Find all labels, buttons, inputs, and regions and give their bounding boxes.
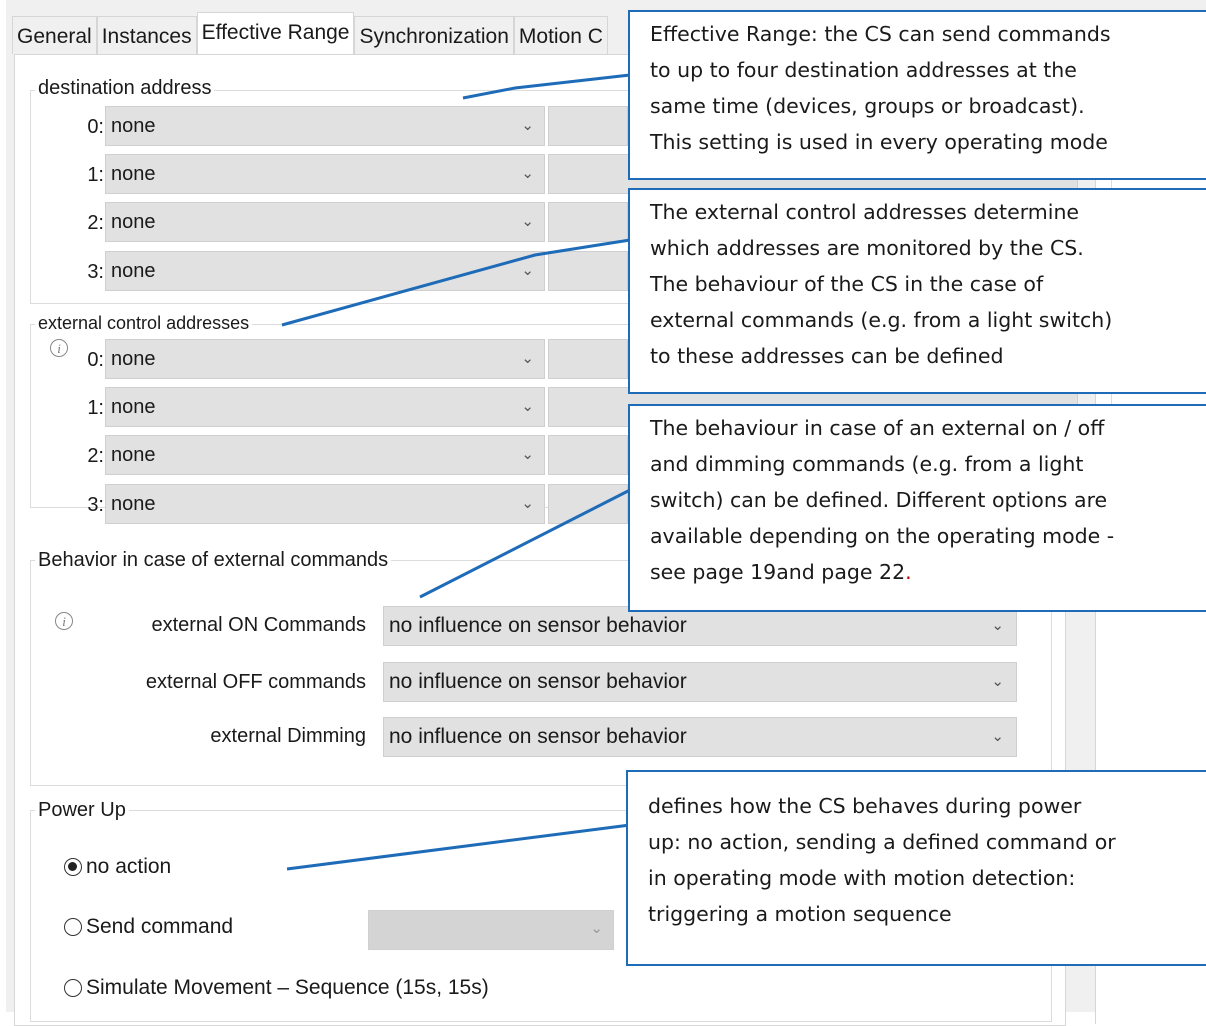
- ext-address-select-0[interactable]: [105, 339, 545, 379]
- external-off-select[interactable]: [383, 662, 1017, 702]
- chevron-down-icon: ⌄: [991, 617, 1004, 634]
- dest-secondary-select-2[interactable]: [548, 202, 628, 242]
- callout-line: The behaviour of the CS in the case of: [650, 272, 1044, 296]
- tab-bar: [12, 14, 608, 54]
- ext-address-value: none: [111, 444, 156, 466]
- radio-selected-icon: [64, 858, 82, 876]
- callout-external-control: [628, 188, 1206, 394]
- chevron-down-icon: ⌄: [521, 213, 534, 230]
- callout-line: same time (devices, groups or broadcast).: [650, 94, 1085, 118]
- callout-line: to up to four destination addresses at the: [650, 58, 1077, 82]
- radio-no-action[interactable]: [64, 855, 171, 879]
- dest-row-label-1: 1:: [87, 164, 104, 186]
- info-icon[interactable]: i: [55, 612, 73, 630]
- callout-line: to these addresses can be defined: [650, 344, 1004, 368]
- dest-address-select-1[interactable]: [105, 154, 545, 194]
- callout-line: The behaviour in case of an external on / off: [650, 416, 1105, 440]
- external-off-value: no influence on sensor behavior: [389, 670, 687, 693]
- callout-line: [650, 554, 1206, 590]
- callout-behaviour: [628, 404, 1206, 612]
- callout-line: switch) can be defined. Different options are: [650, 488, 1108, 512]
- external-dimming-select[interactable]: [383, 717, 1017, 757]
- radio-simulate-movement[interactable]: [64, 976, 489, 1000]
- dest-address-select-0[interactable]: [105, 106, 545, 146]
- callout-line: This setting is used in every operating mode: [650, 130, 1108, 154]
- callout-line: defines how the CS behaves during power: [648, 794, 1082, 818]
- dest-secondary-select-3[interactable]: [548, 251, 628, 291]
- callout-line: The external control addresses determine: [650, 200, 1080, 224]
- chevron-down-icon: ⌄: [521, 117, 534, 134]
- ext-address-value: none: [111, 396, 156, 418]
- ext-address-select-3[interactable]: [105, 484, 545, 524]
- radio-empty-icon: [64, 918, 82, 936]
- chevron-down-icon: ⌄: [521, 262, 534, 279]
- dest-row-label-0: 0:: [87, 116, 104, 138]
- dest-address-select-2[interactable]: [105, 202, 545, 242]
- external-dimming-value: no influence on sensor behavior: [389, 725, 687, 748]
- callout-line: available depending on the operating mode -: [650, 524, 1115, 548]
- callout-text: see page 19and page 22: [650, 560, 906, 584]
- dest-address-value: none: [111, 211, 156, 233]
- ext-secondary-select-0[interactable]: [548, 339, 628, 379]
- external-on-value: no influence on sensor behavior: [389, 614, 687, 637]
- ext-row-label-2: 2:: [87, 445, 104, 467]
- callout-line: triggering a motion sequence: [648, 902, 952, 926]
- radio-empty-icon: [64, 979, 82, 997]
- dest-row-label-3: 3:: [87, 261, 104, 283]
- chevron-down-icon: ⌄: [521, 165, 534, 182]
- ext-row-label-1: 1:: [87, 397, 104, 419]
- dest-address-value: none: [111, 115, 156, 137]
- dest-secondary-select-0[interactable]: [548, 106, 628, 146]
- chevron-down-icon: ⌄: [521, 398, 534, 415]
- tab-synchronization[interactable]: Synchronization: [354, 16, 513, 54]
- dest-address-value: none: [111, 163, 156, 185]
- chevron-down-icon: ⌄: [991, 673, 1004, 690]
- chevron-down-icon: ⌄: [521, 350, 534, 367]
- external-on-select[interactable]: [383, 606, 1017, 646]
- chevron-down-icon: ⌄: [521, 495, 534, 512]
- tab-general[interactable]: General: [12, 16, 97, 54]
- send-command-select[interactable]: [368, 910, 614, 950]
- tab-motion[interactable]: Motion C: [514, 16, 608, 54]
- radio-label: Simulate Movement – Sequence (15s, 15s): [86, 976, 489, 999]
- external-control-title: external control addresses: [35, 313, 252, 334]
- behavior-label-on: external ON Commands: [151, 614, 366, 636]
- callout-line: external commands (e.g. from a light switch): [650, 308, 1113, 332]
- info-icon[interactable]: i: [50, 339, 68, 357]
- tab-effective-range[interactable]: Effective Range: [197, 12, 355, 54]
- radio-label: no action: [86, 855, 172, 878]
- callout-red-period: .: [905, 560, 912, 584]
- radio-send-command[interactable]: [64, 915, 233, 939]
- power-up-title: Power Up: [35, 799, 129, 822]
- ext-row-label-0: 0:: [87, 349, 104, 371]
- ext-address-select-1[interactable]: [105, 387, 545, 427]
- ext-address-select-2[interactable]: [105, 435, 545, 475]
- ext-address-value: none: [111, 348, 156, 370]
- ext-secondary-select-3[interactable]: [548, 484, 628, 524]
- behavior-title: Behavior in case of external commands: [35, 549, 391, 572]
- dest-address-value: none: [111, 260, 156, 282]
- chevron-down-icon: ⌄: [521, 446, 534, 463]
- callout-power-up: [626, 770, 1206, 966]
- ext-row-label-3: 3:: [87, 494, 104, 516]
- callout-line: in operating mode with motion detection:: [648, 866, 1076, 890]
- chevron-down-icon: ⌄: [991, 728, 1004, 745]
- behavior-label-dimming: external Dimming: [210, 725, 366, 747]
- radio-label: Send command: [86, 915, 234, 938]
- ext-address-value: none: [111, 493, 156, 515]
- callout-line: up: no action, sending a defined command or: [648, 830, 1116, 854]
- dest-address-select-3[interactable]: [105, 251, 545, 291]
- chevron-down-icon: ⌄: [590, 920, 603, 937]
- callout-line: which addresses are monitored by the CS.: [650, 236, 1084, 260]
- callout-line: and dimming commands (e.g. from a light: [650, 452, 1084, 476]
- dest-row-label-2: 2:: [87, 212, 104, 234]
- ext-secondary-select-2[interactable]: [548, 435, 628, 475]
- callout-line: Effective Range: the CS can send commands: [650, 22, 1111, 46]
- destination-address-title: destination address: [35, 77, 214, 100]
- behavior-label-off: external OFF commands: [145, 671, 366, 693]
- tab-instances[interactable]: Instances: [97, 16, 197, 54]
- callout-effective-range: [628, 10, 1206, 180]
